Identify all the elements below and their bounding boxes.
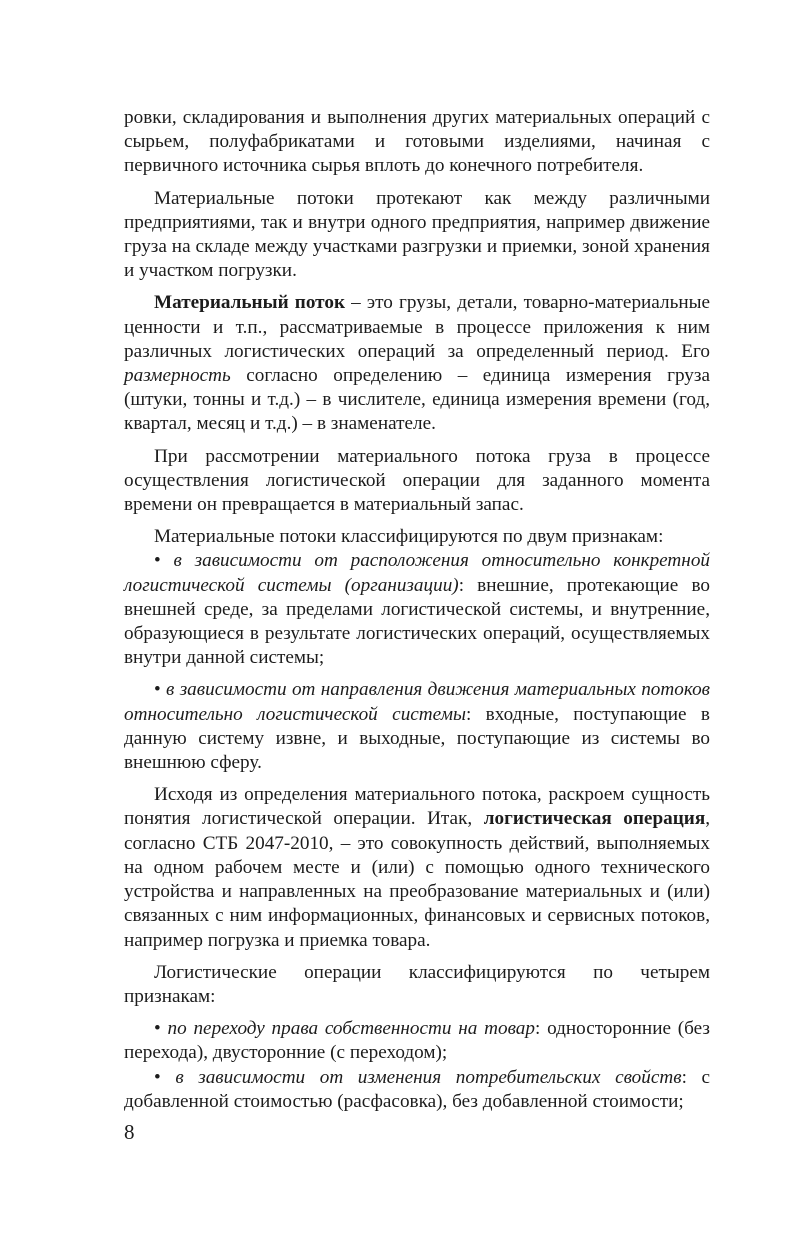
bullet-1-criterion: в зависимости от расположения относительно конкретной логистической системы (организации) bbox=[124, 550, 710, 596]
term-logistic-operation: логистическая операция bbox=[483, 808, 706, 830]
page-body bbox=[124, 106, 710, 1114]
bullet-2-text: : входные, поступающие в данную систему извне, и выходные, поступающие из системы во внешнюю сферу. bbox=[124, 703, 710, 774]
bullet-icon: • bbox=[154, 550, 161, 572]
bullet-item-4 bbox=[124, 1066, 710, 1114]
paragraph-7: Логистические операции классифицируются по четырем признакам: bbox=[124, 961, 710, 1007]
paragraph-6-text-1: Исходя из определения материального потока, раскроем сущность понятия логистической операции. Итак, bbox=[124, 784, 710, 830]
bullet-item-1 bbox=[124, 549, 710, 670]
paragraph-6 bbox=[124, 783, 710, 952]
bullet-3-criterion: по переходу права собственности на товар bbox=[167, 1018, 535, 1040]
paragraph-3 bbox=[124, 291, 710, 436]
paragraph-6-text-2: , согласно СТБ 2047-2010, – это совокупность действий, выполняемых на одном рабочем месте и (или) с помощью одного технического устройства и направленных на преобразование материальных и (или) связанных с ним информационных, финансовых и сервисных потоков, например погрузка и приемка товара. bbox=[124, 808, 711, 951]
term-dimension: размерность bbox=[124, 365, 231, 387]
term-material-flow: Материальный поток bbox=[154, 292, 346, 314]
bullet-4-text: : с добавленной стоимостью (расфасовка), без добавленной стоимости; bbox=[124, 1066, 710, 1112]
paragraph-5: Материальные потоки классифицируются по двум признакам: bbox=[154, 526, 664, 548]
bullet-item-2 bbox=[124, 678, 710, 775]
bullet-3-text: : односторонние (без перехода), двусторонние (с переходом); bbox=[124, 1018, 710, 1064]
paragraph-3-text-2: согласно определению – единица измерения груза (штуки, тонны и т.д.) – в числителе, единица измерения времени (год, квартал, месяц и т.д.) – в знаменателе. bbox=[124, 365, 710, 435]
bullet-icon: • bbox=[154, 1066, 161, 1088]
page-number: 8 bbox=[124, 1120, 135, 1144]
paragraph-3-text-1: – это грузы, детали, товарно-материальные ценности и т.п., рассматриваемые в процессе приложения к ним различных логистических операций за определенный период. Его bbox=[124, 292, 710, 362]
paragraph-2: Материальные потоки протекают как между различными предприятиями, так и внутри одного предприятия, например движение груза на складе между участками разгрузки и приемки, зоной хранения и участком погрузки. bbox=[124, 187, 710, 282]
bullet-1-text: : внешние, протекающие во внешней среде, за пределами логистической системы, и внутренние, образующиеся в результате логистических операций, осуществляемых внутри данной системы; bbox=[124, 574, 710, 669]
bullet-item-3 bbox=[124, 1017, 710, 1065]
bullet-icon: • bbox=[154, 1018, 161, 1040]
paragraph-1: ровки, складирования и выполнения других материальных операций с сырьем, полуфабрикатами и готовыми изделиями, начиная с первичного источника сырья вплоть до конечного потребителя. bbox=[124, 107, 710, 177]
bullet-icon: • bbox=[154, 679, 161, 701]
paragraph-4: При рассмотрении материального потока груза в процессе осуществления логистической операции для заданного момента времени он превращается в материальный запас. bbox=[124, 445, 710, 516]
bullet-4-criterion: в зависимости от изменения потребительских свойств bbox=[175, 1066, 682, 1088]
bullet-2-criterion: в зависимости от направления движения материальных потоков относительно логистической системы bbox=[124, 679, 710, 725]
